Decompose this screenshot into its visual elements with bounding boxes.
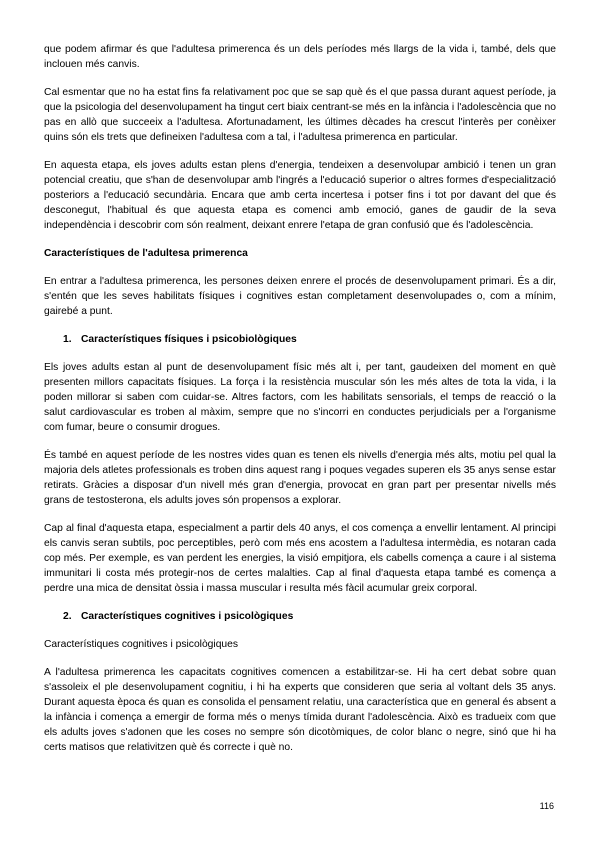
subsection-title: Característiques físiques i psicobiològiques xyxy=(81,334,297,345)
paragraph: Els joves adults estan al punt de desenvolupament físic més alt i, per tant, gaudeixen del moment en què presenten millors capacitats físiques. La força i la resistència muscular són les més altes de tota la vida, i la poden millorar si saben com cuidar-se. Altres factors, com les habilitats sensorials, el temps de reacció o la salut cardiovascular es troben al màxim, sempre que no s'incorri en conductes perjudicials per a l'organisme com fumar, beure o consumir drogues. xyxy=(44,362,556,433)
subsection-subheading: Característiques cognitives i psicològiques xyxy=(44,639,239,650)
section-heading: Característiques de l'adultesa primerenca xyxy=(44,248,248,259)
subsection-number: 1. xyxy=(63,334,72,345)
page-number: 116 xyxy=(539,801,554,811)
subsection-number: 2. xyxy=(63,611,72,622)
subsection-heading-2 xyxy=(44,609,556,624)
paragraph: A l'adultesa primerenca les capacitats cognitives comencen a estabilitzar-se. Hi ha cert debat sobre quan s'assoleix el ple desenvolupament cognitiu, i hi ha experts que consideren que seria al voltant dels 35 anys. Durant aquesta època és quan es consolida el pensament relatiu, una característica que en general és absent a la infància i comença a emergir de forma més o menys tímida durant l'adolescència. Això es tradueix com que els adults joves s'adonen que les coses no sempre són dicotòmiques, de color blanc o negre, sinó que hi ha certs matisos que relativitzen què és correcte i què no. xyxy=(44,667,556,753)
subsection-title: Característiques cognitives i psicològiques xyxy=(81,611,294,622)
paragraph: Cal esmentar que no ha estat fins fa relativament poc que se sap què és el que passa durant aquest període, ja que la psicologia del desenvolupament ha tingut cert biaix centrant-se més en la infància i l'adolescència que no pas en allò que succeeix a l'adultesa. Afortunadament, les últimes dècades ha crescut l'interès per conèixer quins són els trets que defineixen l'adultesa com a tal, i l'adultesa primerenca en particular. xyxy=(44,87,556,143)
page-content xyxy=(44,42,556,768)
subsection-heading-1 xyxy=(44,332,556,347)
paragraph: En aquesta etapa, els joves adults estan plens d'energia, tendeixen a desenvolupar ambició i tenen un gran potencial creatiu, que s'han de desenvolupar amb l'ingrés a l'educació superior o altres formes d'especialització posteriors a l'educació secundària. Encara que amb certa incertesa i potser fins i tot por davant del que és desconegut, l'habitual és que aquesta etapa es comenci amb emoció, ganes de gaudir de la seva independència i descobrir com són realment, deixant enrere l'etapa de gran confusió que és l'adolescència. xyxy=(44,160,556,231)
paragraph: És també en aquest període de les nostres vides quan es tenen els nivells d'energia més alts, motiu pel qual la majoria dels atletes professionals es troben dins aquest rang i poques vegades superen els 35 anys sense estar retirats. Gràcies a disposar d'un nivell més gran d'energia, provocat en gran part per presentar nivells més grans de testosterona, els adults joves són propensos a explorar. xyxy=(44,450,556,506)
paragraph: En entrar a l'adultesa primerenca, les persones deixen enrere el procés de desenvolupament primari. És a dir, s'entén que les seves habilitats físiques i cognitives estan completament desenvolupades o, com a mínim, gairebé a punt. xyxy=(44,276,556,317)
paragraph: Cap al final d'aquesta etapa, especialment a partir dels 40 anys, el cos comença a envellir lentament. Al principi els canvis seran subtils, poc perceptibles, però com més ens acostem a l'adultesa intermèdia, es notaran cada cop més. Per exemple, es van perdent les energies, la visió empitjora, els cabells comença a caure i al sistema immunitari li costa més protegir-nos de certes malalties. Cap al final d'aquesta etapa també es comença a perdre una mica de densitat òssia i massa muscular i resulta més fàcil acumular greix corporal. xyxy=(44,523,556,594)
paragraph: que podem afirmar és que l'adultesa primerenca és un dels períodes més llargs de la vida i, també, dels que inclouen més canvis. xyxy=(44,44,556,70)
